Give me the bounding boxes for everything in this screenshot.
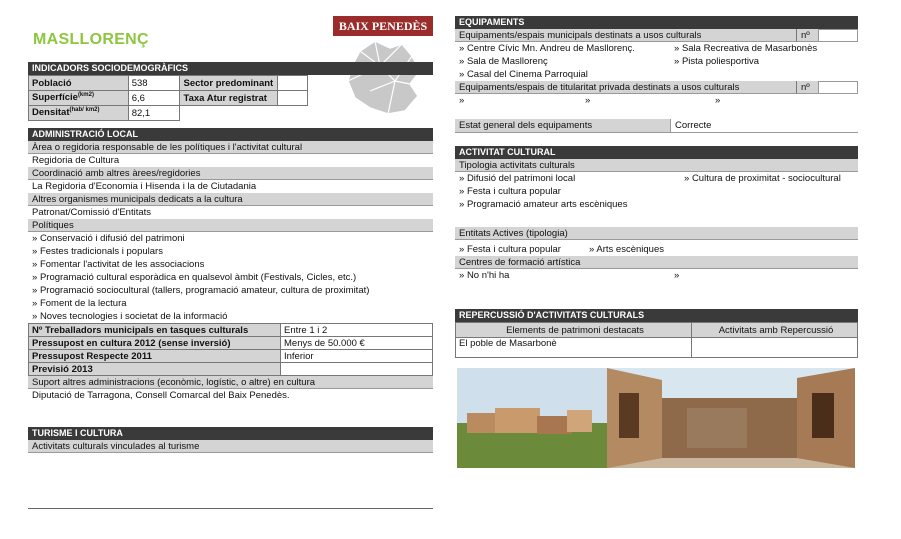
admin-section: [28, 128, 433, 402]
previsio-value: [281, 363, 433, 376]
pressupost-value: Menys de 50.000 €: [281, 337, 433, 350]
tipologia-item: » Difusió del patrimoni local: [455, 172, 680, 185]
equip-item: » Sala de Masllorenç: [455, 55, 670, 68]
sector-value: [278, 76, 308, 91]
estat-label: Estat general dels equipaments: [455, 119, 670, 132]
turisme-section: [28, 427, 433, 453]
sector-label: Sector predominant: [180, 76, 278, 91]
centres-value: » No n'hi ha: [455, 269, 670, 282]
public-n-label: nº: [796, 29, 818, 42]
centres-label: Centres de formació artística: [455, 256, 858, 269]
equip-item: » Centre Cívic Mn. Andreu de Masllorenç.: [455, 42, 670, 55]
equip-item: » Sala Recreativa de Masarbonès: [670, 42, 817, 55]
tipologia-item: » Festa i cultura popular: [455, 185, 680, 198]
turisme-header: TURISME I CULTURA: [28, 427, 433, 440]
turisme-label: Activitats culturals vinculades al turisme: [28, 440, 433, 453]
altres-value: Patronat/Comissió d'Entitats: [32, 207, 152, 218]
public-n-value: [818, 29, 858, 42]
suport-value: Diputació de Tarragona, Consell Comarcal del Baix Penedès.: [32, 390, 290, 401]
patrimoni-cell: El poble de Masarbonè: [456, 338, 692, 358]
superficie-value: 6,6: [128, 91, 180, 106]
respecte-value: Inferior: [281, 350, 433, 363]
poblacio-value: 538: [128, 76, 180, 91]
estat-value: Correcte: [670, 119, 711, 132]
bottom-divider: [28, 508, 433, 509]
suport-label: Suport altres administracions (econòmic, logístic, o altre) en cultura: [28, 376, 433, 389]
tipologia-item: » Cultura de proximitat - sociocultural: [680, 172, 841, 185]
entitat-item: » Arts escèniques: [585, 243, 664, 256]
taxa-label: Taxa Atur registrat: [180, 91, 278, 106]
respecte-label: Pressupost Respecte 2011: [29, 350, 281, 363]
indicadors-section: [28, 62, 433, 121]
politica-item: » Programació sociocultural (tallers, programació amateur, cultura de proximitat): [28, 284, 433, 297]
equip-item: » Casal del Cinema Parroquial: [455, 68, 670, 81]
admin-header: ADMINISTRACIÓ LOCAL: [28, 128, 433, 141]
private-n-value: [818, 81, 858, 94]
private-equip-label: Equipaments/espais de titularitat privada destinats a usos culturals: [455, 81, 796, 94]
densitat-label: Densitat$^{(hab/ km2)}$: [29, 106, 129, 121]
treballadors-label: Nº Treballadors municipals en tasques culturals: [29, 324, 281, 337]
equipaments-section: [455, 16, 858, 133]
politica-item: » Foment de la lectura: [28, 297, 433, 310]
treballadors-value: Entre 1 i 2: [281, 324, 433, 337]
tipologia-item: » Programació amateur arts escèniques: [455, 198, 680, 211]
politica-item: » Festes tradicionals i populars: [28, 245, 433, 258]
superficie-label: Superfície$^{(km2)}$: [29, 91, 129, 106]
repercussio-header: REPERCUSSIÓ D'ACTIVITATS CULTURALS: [455, 309, 858, 322]
repercussio-section: [455, 309, 858, 358]
tipologia-label: Tipologia activitats culturals: [455, 159, 858, 172]
activitat-section: [455, 146, 858, 282]
municipality-title: MASLLORENÇ: [33, 31, 149, 48]
politiques-label: Polítiques: [28, 219, 433, 232]
patrimoni-col-header: Elements de patrimoni destacats: [456, 323, 692, 338]
taxa-value: [278, 91, 308, 106]
indicadors-header: INDICADORS SOCIODEMOGRÀFICS: [28, 62, 433, 75]
politica-item: » Programació cultural esporàdica en qualsevol àmbit (Festivals, Cicles, etc.): [28, 271, 433, 284]
equip-item: » Pista poliesportiva: [670, 55, 817, 68]
politica-item: » Fomentar l'activitat de les associacions: [28, 258, 433, 271]
politica-item: » Conservació i difusió del patrimoni: [28, 232, 433, 245]
previsio-label: Previsió 2013: [29, 363, 281, 376]
poblacio-label: Població: [29, 76, 129, 91]
politica-item: » Noves tecnologies i societat de la informació: [28, 310, 433, 323]
private-equip-list: » » »: [459, 95, 721, 106]
private-n-label: nº: [796, 81, 818, 94]
centres-bullet: »: [674, 270, 680, 281]
activitat-header: ACTIVITAT CULTURAL: [455, 146, 858, 159]
area-label: Àrea o regidoria responsable de les polítiques i l'activitat cultural: [28, 141, 433, 154]
public-equip-label: Equipaments/espais municipals destinats a usos culturals: [455, 29, 796, 42]
densitat-value: 82,1: [128, 106, 180, 121]
area-value: Regidoria de Cultura: [32, 155, 120, 166]
pressupost-label: Pressupost en cultura 2012 (sense inversió): [29, 337, 281, 350]
village-photo: [457, 368, 855, 468]
entitat-item: » Festa i cultura popular: [455, 243, 585, 256]
activitats-cell: [692, 338, 858, 358]
altres-label: Altres organismes municipals dedicats a la cultura: [28, 193, 433, 206]
equipaments-header: EQUIPAMENTS: [455, 16, 858, 29]
coord-value: La Regidoria d'Economia i Hisenda i la de Ciutadania: [32, 181, 257, 192]
entitats-label: Entitats Actives (tipologia): [455, 227, 858, 240]
region-badge: BAIX PENEDÈS: [333, 16, 433, 36]
activitats-col-header: Activitats amb Repercussió: [692, 323, 858, 338]
coord-label: Coordinació amb altres àrees/regidories: [28, 167, 433, 180]
